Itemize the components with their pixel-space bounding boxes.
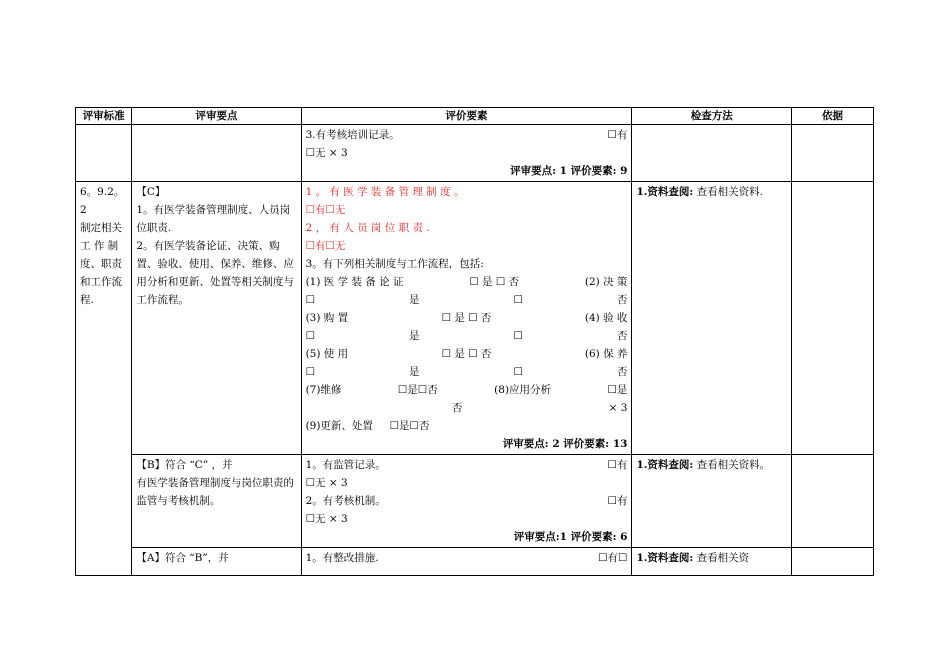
- point-text: 有医学装备管理制度与岗位职责的监管与考核机制。: [136, 477, 294, 507]
- item-label: (7)维修: [305, 384, 342, 396]
- checkbox[interactable]: ☐: [305, 330, 315, 342]
- item-label: (6) 保 养: [584, 348, 628, 360]
- method-text: 查看相关资料。: [696, 459, 771, 471]
- header-points: 评审要点: [132, 108, 301, 125]
- point-text: 1。有医学装备管理制度、人员岗位职责.: [136, 204, 291, 234]
- table-row: [76, 455, 874, 548]
- checkbox-no[interactable]: ☐无 × 3: [305, 477, 348, 489]
- item-label: (5) 使 用: [305, 348, 349, 360]
- option-label: 否: [616, 366, 628, 378]
- header-row: [76, 108, 874, 125]
- method-label: 1.资料查阅:: [636, 552, 694, 564]
- header-basis: 依据: [792, 108, 874, 125]
- option-label: 否: [616, 330, 628, 342]
- standard-line: 和工作流: [80, 276, 122, 288]
- checkbox[interactable]: ☐: [513, 366, 523, 378]
- basis-cell: [792, 182, 874, 455]
- option-label: 否: [451, 402, 463, 414]
- option-label: 是: [409, 366, 420, 378]
- element-text: 2。有考核机制。: [305, 495, 386, 507]
- basis-cell: [792, 548, 874, 576]
- standard-line: 度、职责: [80, 258, 122, 270]
- item-label: (2) 决 策: [584, 276, 628, 288]
- element-text: 3。有下列相关制度与工作流程，包括:: [305, 258, 484, 270]
- element-text: 2 ， 有 人 员 岗 位 职 责 .: [305, 222, 430, 234]
- checkbox[interactable]: ☐是: [607, 384, 628, 396]
- method-cell: [632, 455, 792, 548]
- summary-text: 评审要点:1 评价要素: 6: [513, 531, 628, 543]
- checkbox-yes[interactable]: ☐有: [607, 459, 628, 471]
- basis-cell: [792, 125, 874, 182]
- elements-cell: [301, 548, 632, 576]
- multiplier: × 3: [608, 402, 628, 414]
- elements-cell: [301, 125, 632, 182]
- checkbox[interactable]: ☐: [513, 330, 523, 342]
- table-row: [76, 548, 874, 576]
- header-elements: 评价要素: [301, 108, 632, 125]
- item-label: (1) 医 学 装 备 论 证: [305, 276, 404, 288]
- points-cell: [132, 125, 301, 182]
- checkbox-pair[interactable]: ☐是☐否: [389, 420, 430, 432]
- checkbox-pair[interactable]: ☐ 是 ☐ 否: [441, 312, 492, 324]
- checkbox-no[interactable]: ☐无 × 3: [305, 513, 348, 525]
- option-label: 是: [409, 294, 420, 306]
- grade-label: 【C】: [136, 186, 166, 198]
- standard-cell: [76, 182, 132, 576]
- standard-line: 制定相关: [80, 222, 122, 234]
- point-text: 2。有医学装备论证、决策、购置、验收、使用、保养、维修、应用分析和更新、处置等相关制度与工作流程。: [136, 240, 294, 306]
- option-label: 否: [616, 294, 628, 306]
- summary-text: 评审要点: 1 评价要素: 9: [510, 165, 628, 177]
- elements-cell: [301, 182, 632, 455]
- checkbox-yes[interactable]: ☐有: [607, 495, 628, 507]
- standard-line: 程.: [80, 294, 94, 306]
- option-label: 是: [409, 330, 420, 342]
- method-text: 查看相关资: [696, 552, 750, 564]
- method-cell: [632, 125, 792, 182]
- standard-cell: [76, 125, 132, 182]
- header-standard: 评审标准: [76, 108, 132, 125]
- element-text: 3.有考核培训记录。: [305, 129, 400, 141]
- checkbox-pair[interactable]: ☐ 是 ☐ 否: [469, 276, 520, 288]
- review-standards-table: [75, 107, 874, 576]
- element-text: 1。有整改措施.: [305, 552, 379, 564]
- method-cell: [632, 182, 792, 455]
- checkbox-pair[interactable]: ☐ 是 ☐ 否: [441, 348, 492, 360]
- item-label: (3) 购 置: [305, 312, 349, 324]
- points-cell: [132, 455, 301, 548]
- item-label: (8)应用分析: [494, 384, 552, 396]
- grade-label: 【A】符合 “B”，并: [136, 552, 229, 564]
- checkbox-pair[interactable]: ☐是☐否: [397, 384, 438, 396]
- element-text: 1 。 有 医 学 装 备 管 理 制 度 。: [305, 186, 465, 198]
- grade-label: 【B】符合 “C” ，并: [136, 459, 233, 471]
- checkbox-pair[interactable]: ☐有☐: [598, 552, 628, 564]
- element-text: 1。有监管记录。: [305, 459, 386, 471]
- points-cell: [132, 182, 301, 455]
- checkbox-pair[interactable]: ☐有☐无: [305, 240, 346, 252]
- checkbox-no[interactable]: ☐无 × 3: [305, 147, 348, 159]
- standard-line: 工 作 制: [80, 240, 119, 252]
- method-label: 1.资料查阅:: [636, 459, 694, 471]
- header-method: 检查方法: [632, 108, 792, 125]
- basis-cell: [792, 455, 874, 548]
- item-label: (9)更新、处置: [305, 420, 373, 432]
- checkbox[interactable]: ☐: [513, 294, 523, 306]
- points-cell: [132, 548, 301, 576]
- method-label: 1.资料查阅:: [636, 186, 694, 198]
- standard-line: 2: [80, 204, 87, 216]
- elements-cell: [301, 455, 632, 548]
- method-cell: [632, 548, 792, 576]
- method-text: 查看相关资料.: [696, 186, 763, 198]
- checkbox[interactable]: ☐: [305, 294, 315, 306]
- checkbox-pair[interactable]: ☐有☐无: [305, 204, 346, 216]
- table-row: [76, 125, 874, 182]
- checkbox[interactable]: ☐: [305, 366, 315, 378]
- standard-line: 6。9.2。: [80, 186, 125, 198]
- summary-text: 评审要点: 2 评价要素: 13: [502, 438, 628, 450]
- table-row: [76, 182, 874, 455]
- item-label: (4) 验 收: [584, 312, 628, 324]
- checkbox-yes[interactable]: ☐有: [607, 129, 628, 141]
